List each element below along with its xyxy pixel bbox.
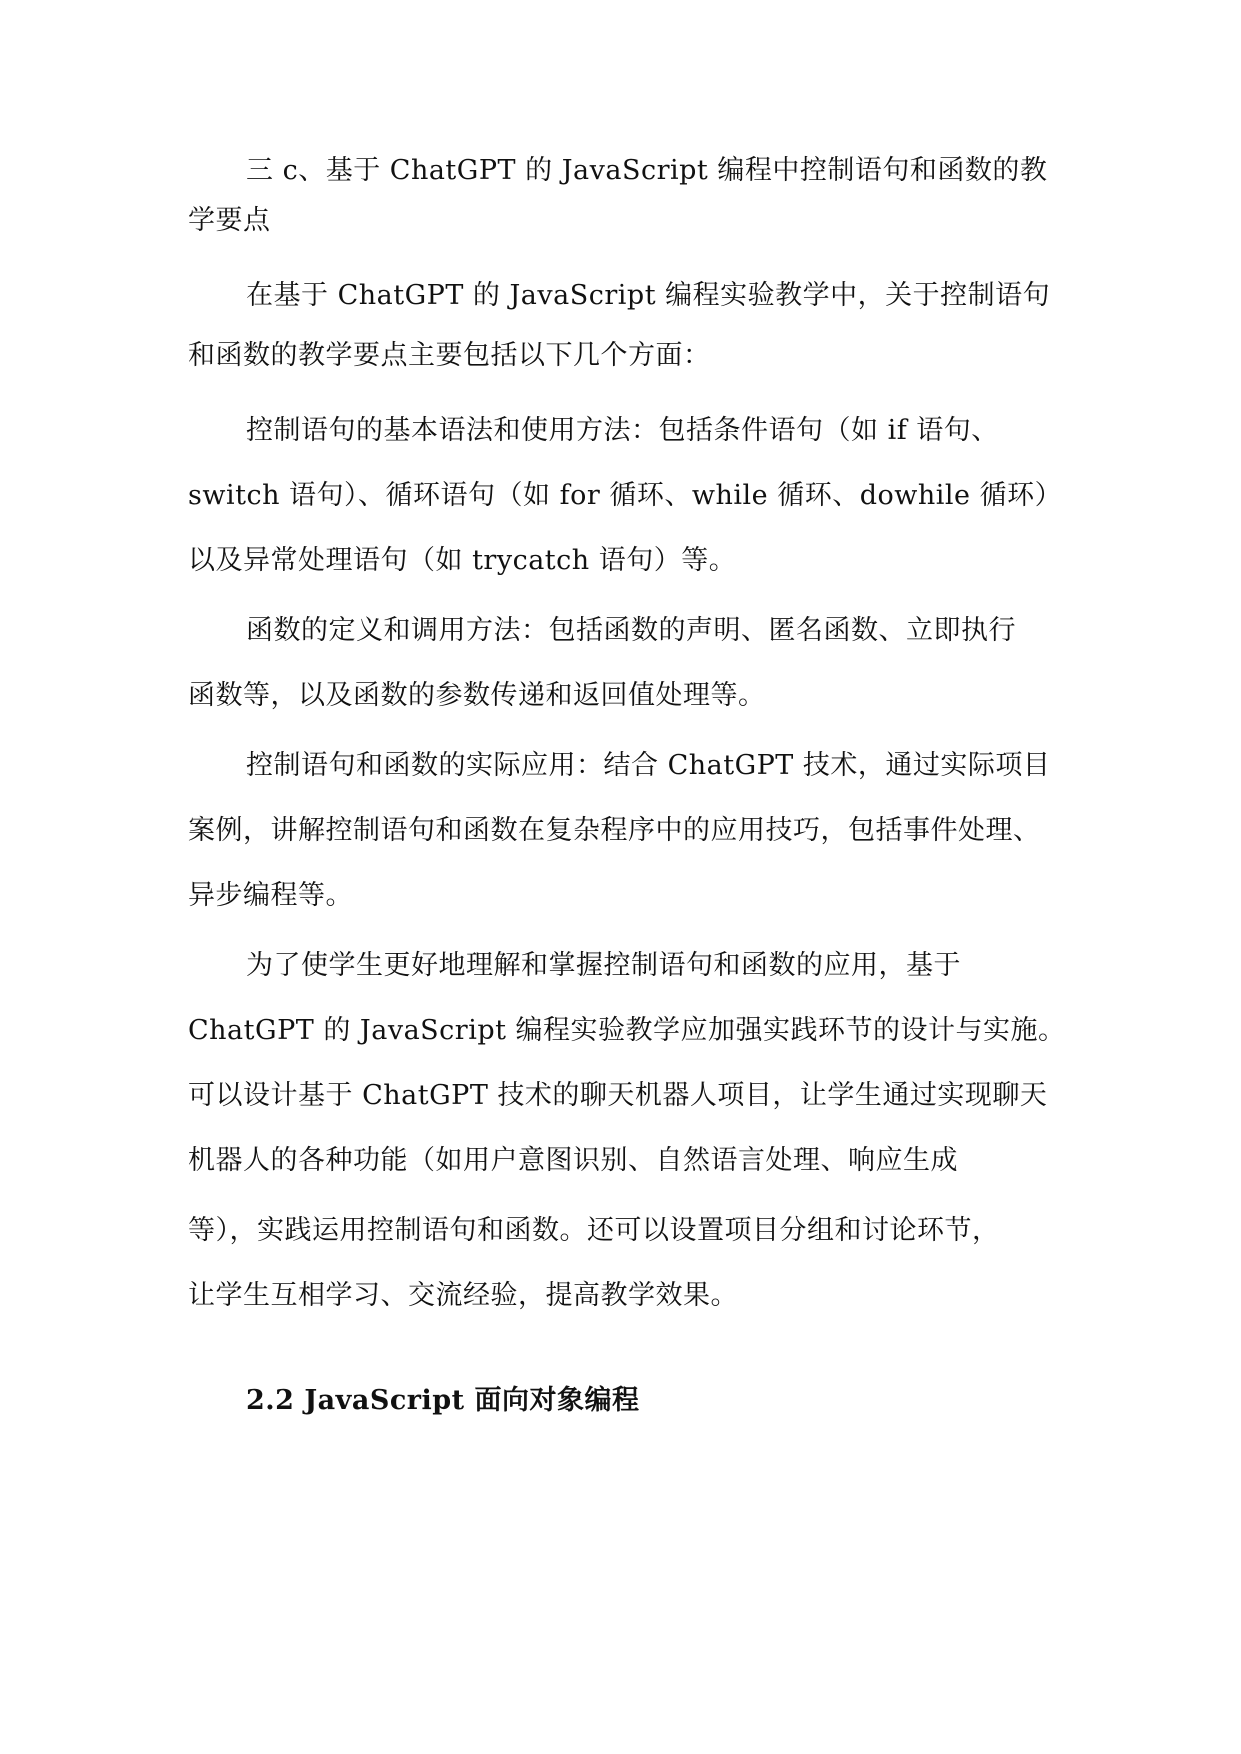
paragraph-1-line-1: 在基于 ChatGPT 的 JavaScript 编程实验教学中，关于控制语句 [246, 280, 1051, 311]
paragraph-4-line-3: 异步编程等。 [188, 880, 353, 911]
subsection-title-line-2: 学要点 [188, 205, 271, 236]
paragraph-2-line-1: 控制语句的基本语法和使用方法：包括条件语句（如 if 语句、 [246, 415, 999, 446]
paragraph-3-line-2: 函数等，以及函数的参数传递和返回值处理等。 [188, 680, 766, 711]
section-heading: 2.2 JavaScript 面向对象编程 [246, 1385, 640, 1416]
paragraph-5-line-5: 等），实践运用控制语句和函数。还可以设置项目分组和讨论环节， [188, 1215, 1000, 1246]
paragraph-1-line-2: 和函数的教学要点主要包括以下几个方面： [188, 340, 711, 371]
paragraph-5-line-4: 机器人的各种功能（如用户意图识别、自然语言处理、响应生成 [188, 1145, 958, 1176]
paragraph-2-line-2: switch 语句）、循环语句（如 for 循环、while 循环、dowhile 循环） [188, 480, 1063, 511]
paragraph-4-line-1: 控制语句和函数的实际应用：结合 ChatGPT 技术，通过实际项目 [246, 750, 1051, 781]
paragraph-2-line-3: 以及异常处理语句（如 trycatch 语句）等。 [188, 545, 737, 576]
paragraph-5-line-1: 为了使学生更好地理解和掌握控制语句和函数的应用，基于 [246, 950, 961, 981]
paragraph-5-line-6: 让学生互相学习、交流经验，提高教学效果。 [188, 1280, 738, 1311]
paragraph-4-line-2: 案例，讲解控制语句和函数在复杂程序中的应用技巧，包括事件处理、 [188, 815, 1041, 846]
paragraph-5-line-3: 可以设计基于 ChatGPT 技术的聊天机器人项目，让学生通过实现聊天 [188, 1080, 1048, 1111]
paragraph-5-line-2: ChatGPT 的 JavaScript 编程实验教学应加强实践环节的设计与实施。 [188, 1015, 1066, 1046]
subsection-title-line-1: 三 c、基于 ChatGPT 的 JavaScript 编程中控制语句和函数的教 [246, 155, 1048, 186]
paragraph-3-line-1: 函数的定义和调用方法：包括函数的声明、匿名函数、立即执行 [246, 615, 1016, 646]
